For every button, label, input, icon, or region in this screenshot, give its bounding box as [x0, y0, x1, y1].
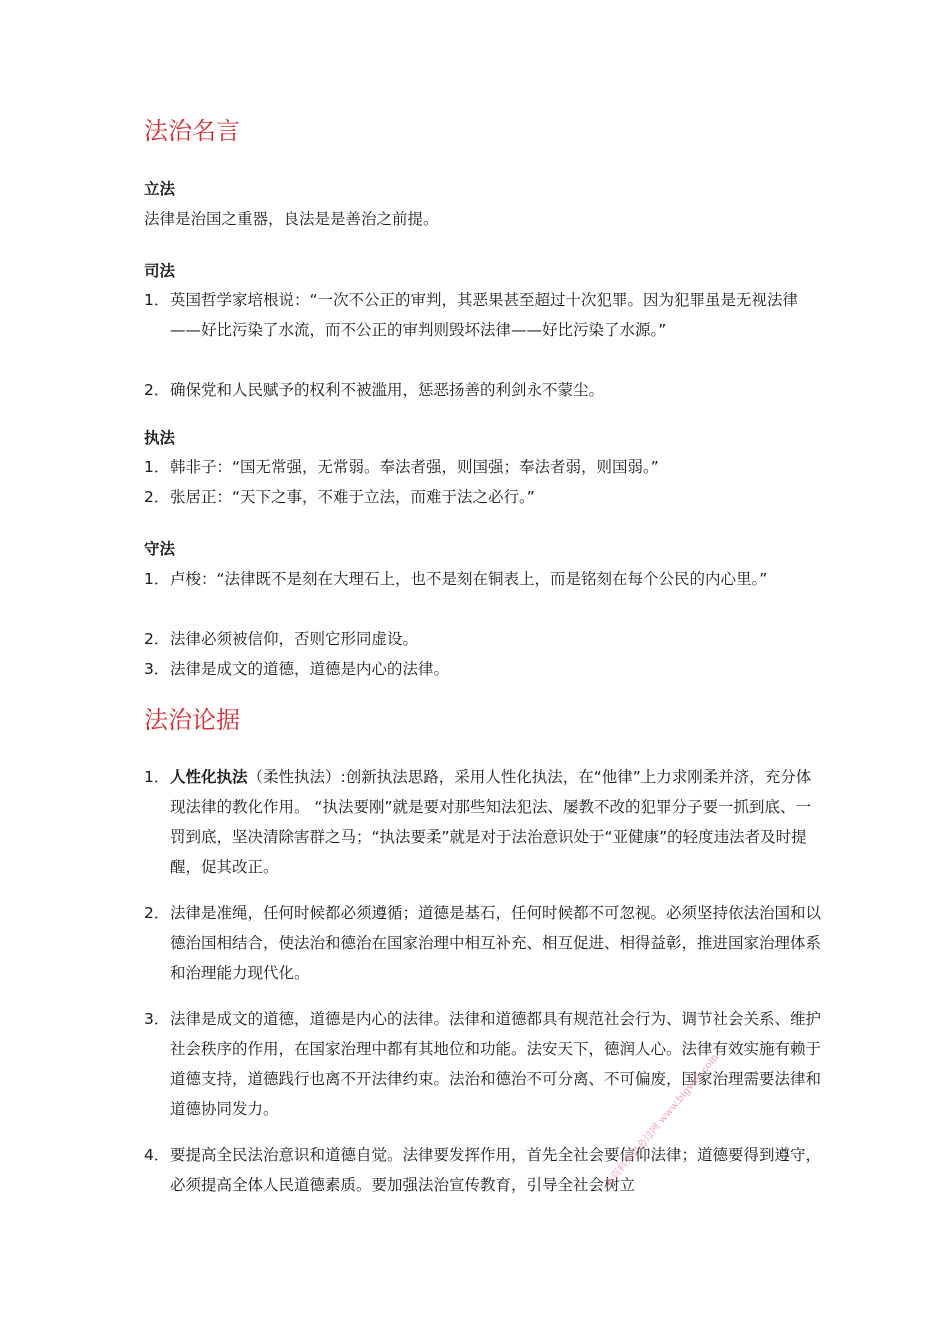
list-text: 确保党和人民赋予的权利不被滥用，惩恶扬善的利剑永不蒙尘。 — [170, 381, 605, 399]
subheading-legislation: 立法 — [144, 180, 176, 198]
list-item — [144, 654, 824, 684]
section-title-arguments: 法治论据 — [144, 706, 240, 734]
list-item — [144, 1004, 824, 1124]
list-text: 要提高全民法治意识和道德自觉。法律要发挥作用，首先全社会要信仰法律；道德要得到遵守，必须提高全体人民道德素质。要加强法治宣传教育，引导全社会树立 — [170, 1146, 822, 1194]
list-item — [144, 285, 824, 345]
list-number: 1． — [144, 291, 170, 309]
list-number: 1． — [144, 768, 170, 786]
list-number: 1． — [144, 570, 170, 588]
list-item — [144, 898, 824, 988]
list-number: 1． — [144, 458, 170, 476]
list-text: 法律是成文的道德，道德是内心的法律。法律和道德都具有规范社会行为、调节社会关系、维护社会秩序的作用，在国家治理中都有其地位和功能。法安天下，德润人心。法律有效实施有赖于道德支持，道德践行也离不开法律约束。法治和德治不可分离、不可偏废，国家治理需要法律和道德协同发力。 — [170, 1010, 822, 1118]
list-item — [144, 482, 824, 512]
list-text: 韩非子：“国无常强，无常弱。奉法者强，则国强；奉法者弱，则国弱。” — [170, 458, 659, 476]
subheading-judiciary: 司法 — [144, 262, 176, 280]
list-text: 法律必须被信仰，否则它形同虚设。 — [170, 630, 419, 648]
watermark-text: 本资料来自必过网 www.bigvow.com — [603, 1052, 721, 1190]
list-text: 法律是准绳，任何时候都必须遵循；道德是基石，任何时候都不可忽视。必须坚持依法治国和以德治国相结合，使法治和德治在国家治理中相互补充、相互促进、相得益彰，推进国家治理体系和治理能力现代化。 — [170, 904, 822, 982]
list-number: 4． — [144, 1146, 170, 1164]
list-text-body: （柔性执法）:创新执法思路，采用人性化执法，在“他律”上力求刚柔并济，充分体现法律的教化作用。 “执法要刚”就是要对那些知法犯法、屡教不改的犯罪分子要一抓到底、一罚到底，坚决清除害群之马；“执法要柔”就是对于法治意识处于“亚健康”的轻度违法者及时提醒，促其改正。 — [170, 768, 812, 876]
legislation-paragraph: 法律是治国之重器，良法是是善治之前提。 — [144, 210, 439, 228]
list-item — [144, 375, 824, 405]
list-text: 法律是成文的道德，道德是内心的法律。 — [170, 660, 450, 678]
list-number: 2． — [144, 381, 170, 399]
list-text: 卢梭：“法律既不是刻在大理石上，也不是刻在铜表上，而是铭刻在每个公民的内心里。” — [170, 570, 768, 588]
list-item — [144, 624, 824, 654]
section-title-quotes: 法治名言 — [144, 117, 240, 145]
subheading-law-abiding: 守法 — [144, 540, 176, 558]
list-item — [144, 452, 824, 482]
list-number: 2． — [144, 904, 170, 922]
list-item — [144, 762, 824, 882]
list-number: 3． — [144, 1010, 170, 1028]
list-text — [170, 762, 824, 882]
list-item — [144, 1140, 824, 1200]
list-number: 3． — [144, 660, 170, 678]
list-item — [144, 564, 824, 594]
subheading-enforcement: 执法 — [144, 429, 176, 447]
list-number: 2． — [144, 630, 170, 648]
list-text-bold: 人性化执法 — [170, 768, 248, 786]
list-number: 2． — [144, 488, 170, 506]
list-text: 张居正：“天下之事，不难于立法，而难于法之必行。” — [170, 488, 535, 506]
list-text: 英国哲学家培根说：“一次不公正的审判，其恶果甚至超过十次犯罪。因为犯罪虽是无视法律——好比污染了水流，而不公正的审判则毁坏法律——好比污染了水源。” — [170, 291, 799, 339]
